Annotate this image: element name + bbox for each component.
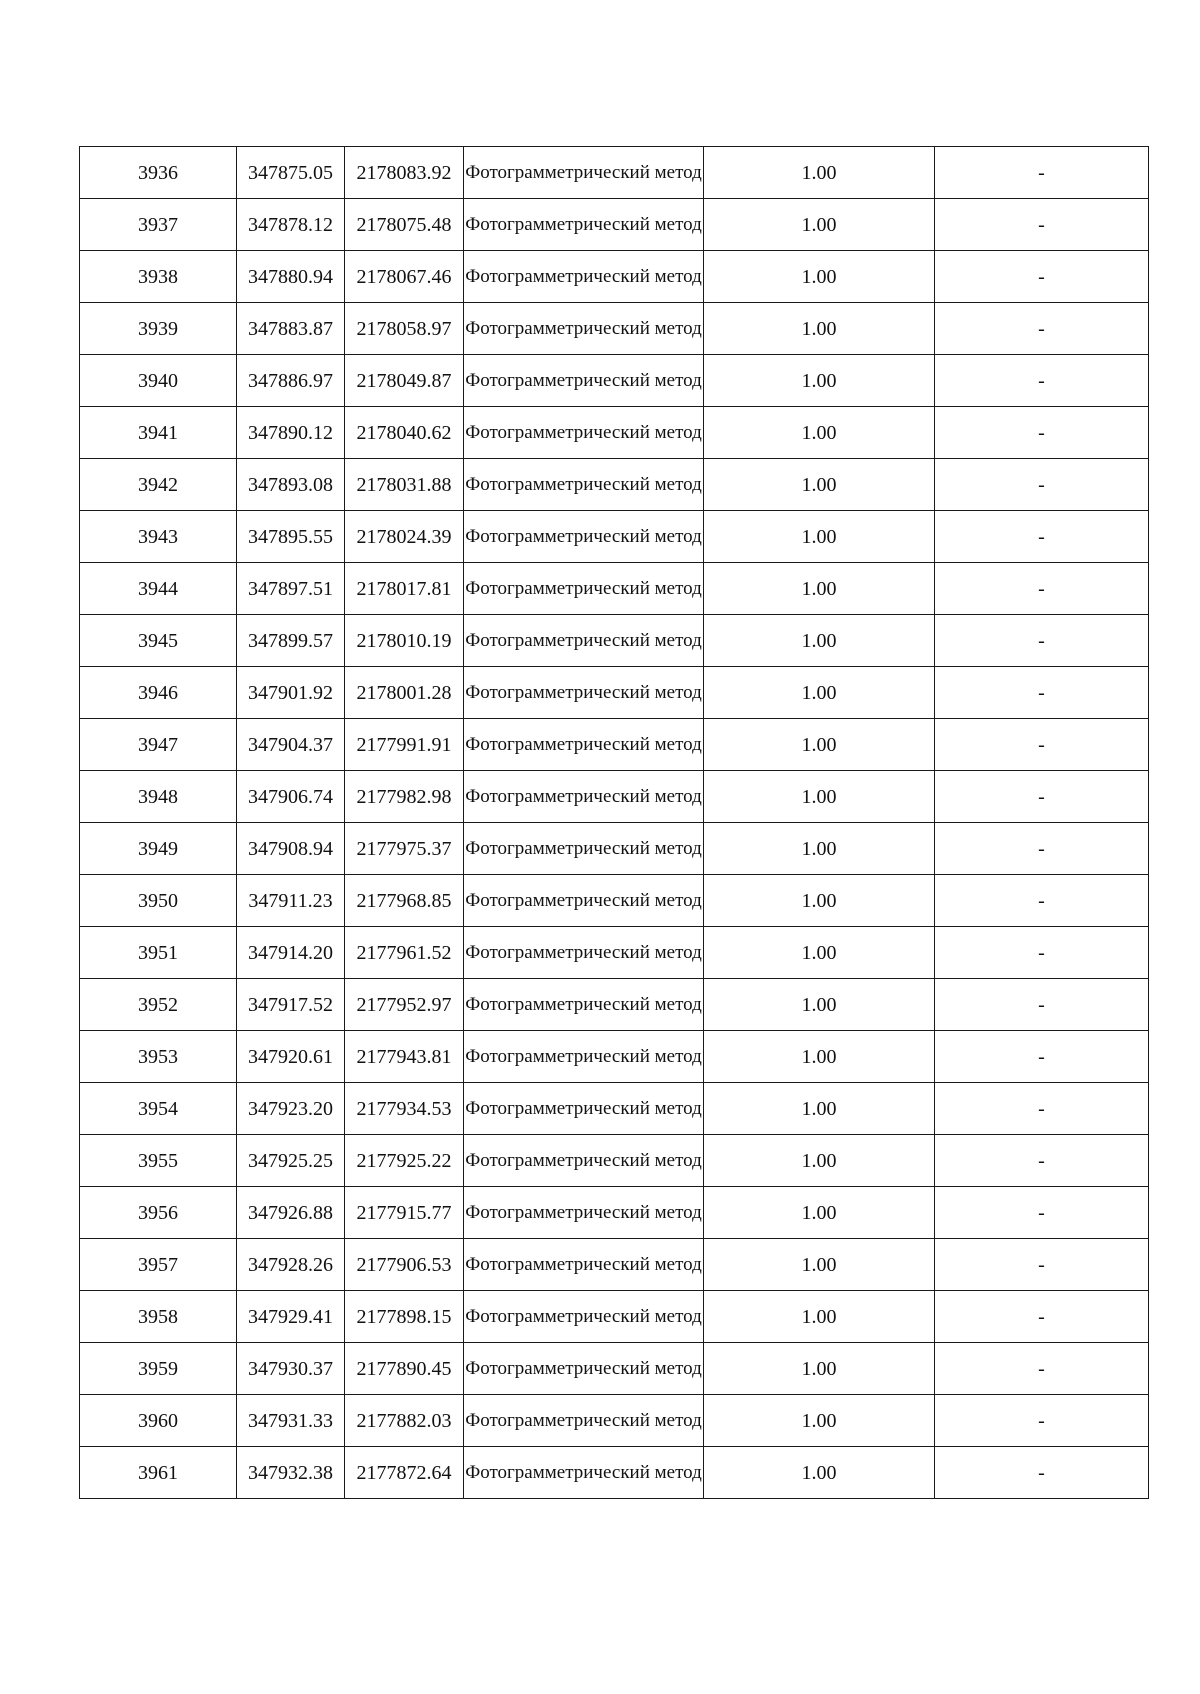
note-cell: - <box>935 355 1149 407</box>
y-coordinate-cell: 2177982.98 <box>345 771 464 823</box>
method-cell: Фотограмметрический метод <box>464 667 704 719</box>
table-row <box>80 719 1149 771</box>
y-coordinate-cell: 2177915.77 <box>345 1187 464 1239</box>
y-coordinate-cell: 2178001.28 <box>345 667 464 719</box>
point-number-cell: 3946 <box>80 667 237 719</box>
point-number-cell: 3960 <box>80 1395 237 1447</box>
x-coordinate-cell: 347925.25 <box>237 1135 345 1187</box>
y-coordinate-cell: 2177890.45 <box>345 1343 464 1395</box>
table-row <box>80 1031 1149 1083</box>
x-coordinate-cell: 347895.55 <box>237 511 345 563</box>
method-cell: Фотограмметрический метод <box>464 1395 704 1447</box>
note-cell: - <box>935 1343 1149 1395</box>
y-coordinate-cell: 2178067.46 <box>345 251 464 303</box>
y-coordinate-cell: 2178031.88 <box>345 459 464 511</box>
method-cell: Фотограмметрический метод <box>464 823 704 875</box>
x-coordinate-cell: 347878.12 <box>237 199 345 251</box>
method-cell: Фотограмметрический метод <box>464 979 704 1031</box>
table-row <box>80 667 1149 719</box>
table-row <box>80 563 1149 615</box>
x-coordinate-cell: 347886.97 <box>237 355 345 407</box>
y-coordinate-cell: 2177925.22 <box>345 1135 464 1187</box>
x-coordinate-cell: 347930.37 <box>237 1343 345 1395</box>
x-coordinate-cell: 347897.51 <box>237 563 345 615</box>
note-cell: - <box>935 1135 1149 1187</box>
note-cell: - <box>935 563 1149 615</box>
method-cell: Фотограмметрический метод <box>464 199 704 251</box>
method-cell: Фотограмметрический метод <box>464 1083 704 1135</box>
x-coordinate-cell: 347904.37 <box>237 719 345 771</box>
accuracy-cell: 1.00 <box>704 1187 935 1239</box>
method-cell: Фотограмметрический метод <box>464 771 704 823</box>
table-row <box>80 823 1149 875</box>
table-row <box>80 771 1149 823</box>
y-coordinate-cell: 2177991.91 <box>345 719 464 771</box>
point-number-cell: 3961 <box>80 1447 237 1499</box>
point-number-cell: 3952 <box>80 979 237 1031</box>
accuracy-cell: 1.00 <box>704 719 935 771</box>
method-cell: Фотограмметрический метод <box>464 719 704 771</box>
note-cell: - <box>935 927 1149 979</box>
table-row <box>80 303 1149 355</box>
x-coordinate-cell: 347929.41 <box>237 1291 345 1343</box>
note-cell: - <box>935 1239 1149 1291</box>
accuracy-cell: 1.00 <box>704 459 935 511</box>
table-row <box>80 355 1149 407</box>
x-coordinate-cell: 347875.05 <box>237 147 345 199</box>
table-row <box>80 1135 1149 1187</box>
note-cell: - <box>935 823 1149 875</box>
table-row <box>80 875 1149 927</box>
y-coordinate-cell: 2178040.62 <box>345 407 464 459</box>
note-cell: - <box>935 771 1149 823</box>
accuracy-cell: 1.00 <box>704 823 935 875</box>
note-cell: - <box>935 407 1149 459</box>
y-coordinate-cell: 2177961.52 <box>345 927 464 979</box>
method-cell: Фотограмметрический метод <box>464 1135 704 1187</box>
accuracy-cell: 1.00 <box>704 1239 935 1291</box>
accuracy-cell: 1.00 <box>704 303 935 355</box>
x-coordinate-cell: 347906.74 <box>237 771 345 823</box>
table-row <box>80 199 1149 251</box>
y-coordinate-cell: 2178058.97 <box>345 303 464 355</box>
accuracy-cell: 1.00 <box>704 979 935 1031</box>
x-coordinate-cell: 347917.52 <box>237 979 345 1031</box>
accuracy-cell: 1.00 <box>704 667 935 719</box>
accuracy-cell: 1.00 <box>704 1135 935 1187</box>
accuracy-cell: 1.00 <box>704 251 935 303</box>
note-cell: - <box>935 1447 1149 1499</box>
table-row <box>80 459 1149 511</box>
y-coordinate-cell: 2177934.53 <box>345 1083 464 1135</box>
point-number-cell: 3947 <box>80 719 237 771</box>
method-cell: Фотограмметрический метод <box>464 303 704 355</box>
x-coordinate-cell: 347926.88 <box>237 1187 345 1239</box>
note-cell: - <box>935 719 1149 771</box>
table-row <box>80 615 1149 667</box>
y-coordinate-cell: 2177943.81 <box>345 1031 464 1083</box>
method-cell: Фотограмметрический метод <box>464 1239 704 1291</box>
accuracy-cell: 1.00 <box>704 147 935 199</box>
x-coordinate-cell: 347893.08 <box>237 459 345 511</box>
point-number-cell: 3948 <box>80 771 237 823</box>
accuracy-cell: 1.00 <box>704 927 935 979</box>
note-cell: - <box>935 1083 1149 1135</box>
note-cell: - <box>935 511 1149 563</box>
point-number-cell: 3945 <box>80 615 237 667</box>
method-cell: Фотограмметрический метод <box>464 1031 704 1083</box>
x-coordinate-cell: 347901.92 <box>237 667 345 719</box>
note-cell: - <box>935 1187 1149 1239</box>
table-row <box>80 927 1149 979</box>
accuracy-cell: 1.00 <box>704 511 935 563</box>
y-coordinate-cell: 2178017.81 <box>345 563 464 615</box>
x-coordinate-cell: 347928.26 <box>237 1239 345 1291</box>
accuracy-cell: 1.00 <box>704 615 935 667</box>
accuracy-cell: 1.00 <box>704 355 935 407</box>
accuracy-cell: 1.00 <box>704 199 935 251</box>
table-row <box>80 407 1149 459</box>
y-coordinate-cell: 2178010.19 <box>345 615 464 667</box>
point-number-cell: 3957 <box>80 1239 237 1291</box>
note-cell: - <box>935 303 1149 355</box>
accuracy-cell: 1.00 <box>704 1343 935 1395</box>
point-number-cell: 3941 <box>80 407 237 459</box>
point-number-cell: 3956 <box>80 1187 237 1239</box>
y-coordinate-cell: 2178075.48 <box>345 199 464 251</box>
method-cell: Фотограмметрический метод <box>464 251 704 303</box>
point-number-cell: 3959 <box>80 1343 237 1395</box>
x-coordinate-cell: 347923.20 <box>237 1083 345 1135</box>
accuracy-cell: 1.00 <box>704 1447 935 1499</box>
point-number-cell: 3958 <box>80 1291 237 1343</box>
note-cell: - <box>935 667 1149 719</box>
point-number-cell: 3954 <box>80 1083 237 1135</box>
table-row <box>80 1447 1149 1499</box>
point-number-cell: 3955 <box>80 1135 237 1187</box>
y-coordinate-cell: 2178049.87 <box>345 355 464 407</box>
table-row <box>80 1083 1149 1135</box>
table-row <box>80 251 1149 303</box>
point-number-cell: 3936 <box>80 147 237 199</box>
method-cell: Фотограмметрический метод <box>464 875 704 927</box>
table-row <box>80 1343 1149 1395</box>
point-number-cell: 3939 <box>80 303 237 355</box>
x-coordinate-cell: 347920.61 <box>237 1031 345 1083</box>
note-cell: - <box>935 1291 1149 1343</box>
note-cell: - <box>935 251 1149 303</box>
y-coordinate-cell: 2178024.39 <box>345 511 464 563</box>
accuracy-cell: 1.00 <box>704 1395 935 1447</box>
note-cell: - <box>935 615 1149 667</box>
coordinates-table <box>79 146 1149 1499</box>
y-coordinate-cell: 2177898.15 <box>345 1291 464 1343</box>
x-coordinate-cell: 347899.57 <box>237 615 345 667</box>
method-cell: Фотограмметрический метод <box>464 511 704 563</box>
x-coordinate-cell: 347880.94 <box>237 251 345 303</box>
method-cell: Фотограмметрический метод <box>464 1187 704 1239</box>
accuracy-cell: 1.00 <box>704 407 935 459</box>
accuracy-cell: 1.00 <box>704 771 935 823</box>
note-cell: - <box>935 875 1149 927</box>
accuracy-cell: 1.00 <box>704 1031 935 1083</box>
table-row <box>80 511 1149 563</box>
method-cell: Фотограмметрический метод <box>464 927 704 979</box>
accuracy-cell: 1.00 <box>704 1291 935 1343</box>
method-cell: Фотограмметрический метод <box>464 1343 704 1395</box>
accuracy-cell: 1.00 <box>704 1083 935 1135</box>
method-cell: Фотограмметрический метод <box>464 355 704 407</box>
method-cell: Фотограмметрический метод <box>464 563 704 615</box>
y-coordinate-cell: 2177975.37 <box>345 823 464 875</box>
method-cell: Фотограмметрический метод <box>464 459 704 511</box>
note-cell: - <box>935 1395 1149 1447</box>
note-cell: - <box>935 979 1149 1031</box>
point-number-cell: 3943 <box>80 511 237 563</box>
table-row <box>80 1395 1149 1447</box>
y-coordinate-cell: 2177872.64 <box>345 1447 464 1499</box>
accuracy-cell: 1.00 <box>704 875 935 927</box>
y-coordinate-cell: 2177968.85 <box>345 875 464 927</box>
x-coordinate-cell: 347883.87 <box>237 303 345 355</box>
point-number-cell: 3940 <box>80 355 237 407</box>
point-number-cell: 3942 <box>80 459 237 511</box>
point-number-cell: 3944 <box>80 563 237 615</box>
method-cell: Фотограмметрический метод <box>464 407 704 459</box>
method-cell: Фотограмметрический метод <box>464 1291 704 1343</box>
y-coordinate-cell: 2177882.03 <box>345 1395 464 1447</box>
x-coordinate-cell: 347932.38 <box>237 1447 345 1499</box>
y-coordinate-cell: 2177906.53 <box>345 1239 464 1291</box>
table-row <box>80 979 1149 1031</box>
y-coordinate-cell: 2178083.92 <box>345 147 464 199</box>
table-row <box>80 1239 1149 1291</box>
point-number-cell: 3949 <box>80 823 237 875</box>
method-cell: Фотограмметрический метод <box>464 1447 704 1499</box>
point-number-cell: 3950 <box>80 875 237 927</box>
method-cell: Фотограмметрический метод <box>464 615 704 667</box>
point-number-cell: 3938 <box>80 251 237 303</box>
note-cell: - <box>935 147 1149 199</box>
note-cell: - <box>935 1031 1149 1083</box>
point-number-cell: 3953 <box>80 1031 237 1083</box>
note-cell: - <box>935 459 1149 511</box>
table-row <box>80 1187 1149 1239</box>
x-coordinate-cell: 347890.12 <box>237 407 345 459</box>
table-row <box>80 147 1149 199</box>
table-row <box>80 1291 1149 1343</box>
x-coordinate-cell: 347911.23 <box>237 875 345 927</box>
coordinates-table-body <box>80 147 1149 1499</box>
method-cell: Фотограмметрический метод <box>464 147 704 199</box>
note-cell: - <box>935 199 1149 251</box>
x-coordinate-cell: 347914.20 <box>237 927 345 979</box>
accuracy-cell: 1.00 <box>704 563 935 615</box>
y-coordinate-cell: 2177952.97 <box>345 979 464 1031</box>
point-number-cell: 3937 <box>80 199 237 251</box>
x-coordinate-cell: 347908.94 <box>237 823 345 875</box>
point-number-cell: 3951 <box>80 927 237 979</box>
x-coordinate-cell: 347931.33 <box>237 1395 345 1447</box>
